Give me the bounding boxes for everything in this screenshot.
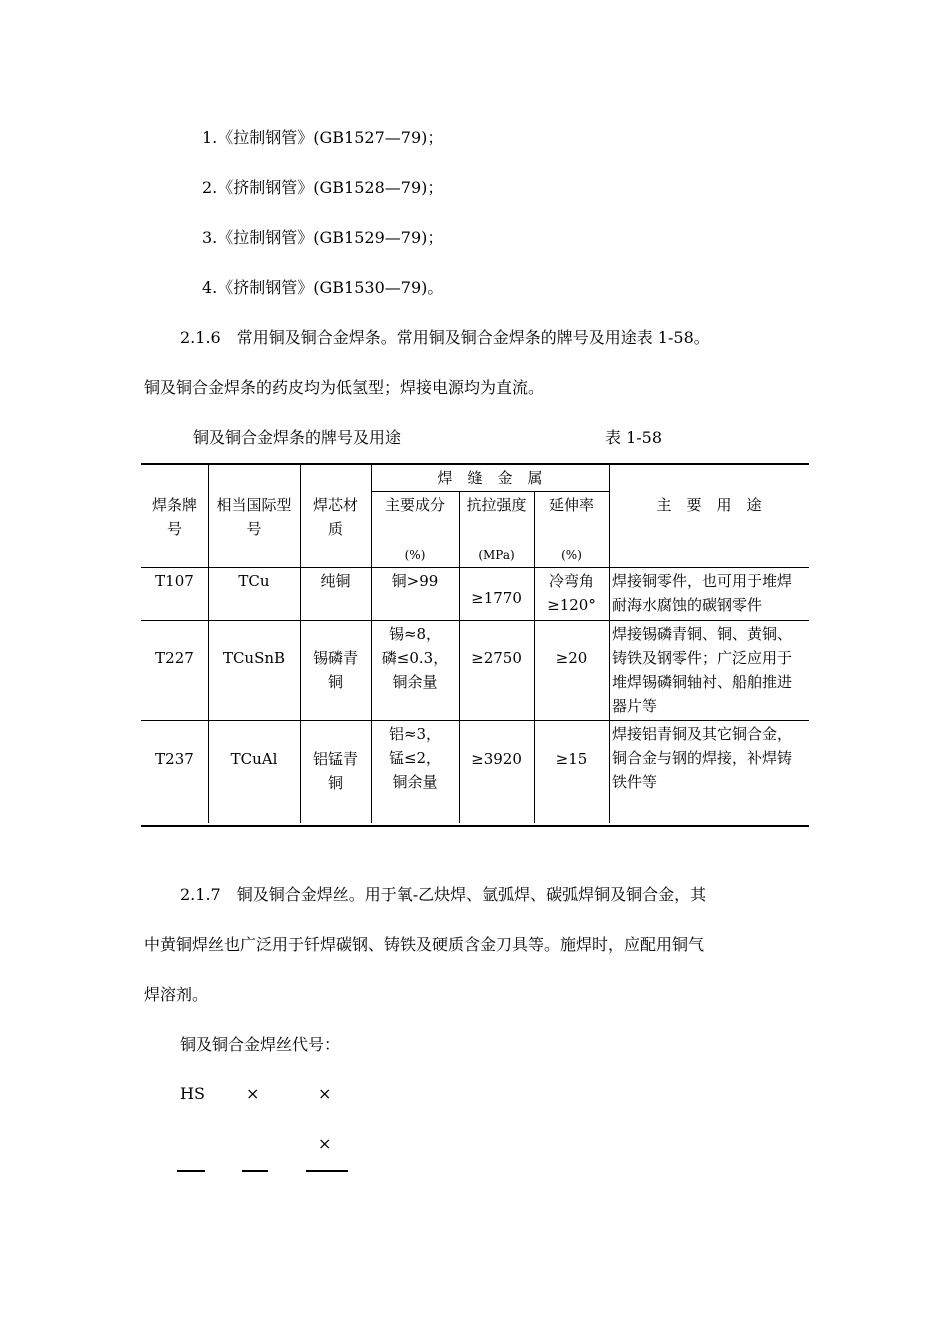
list-item: 2.《挤制钢管》(GB1528—79)； <box>202 178 444 197</box>
header-weld-metal: 焊 缝 金 属 <box>437 469 543 487</box>
header-strength-unit: (MPa) <box>478 548 515 562</box>
code-underline <box>306 1170 348 1172</box>
electrode-table <box>141 463 809 827</box>
cell-strength: ≥1770 <box>471 589 522 607</box>
cell-brand: T107 <box>155 572 194 590</box>
cell-core: 铝锰青 铜 <box>312 750 358 792</box>
cell-elongation: ≥15 <box>555 750 588 768</box>
wire-code-title: 铜及铜合金焊丝代号： <box>180 1035 341 1054</box>
list-item: 1.《拉制钢管》(GB1527—79)； <box>202 128 444 147</box>
header-use: 主 要 用 途 <box>656 496 762 514</box>
header-core: 焊芯材 质 <box>312 496 358 538</box>
cell-elongation: 冷弯角 ≥120° <box>547 572 596 614</box>
header-elongation: 延伸率 <box>548 496 594 514</box>
cell-use: 焊接铜零件，也可用于堆焊 耐海水腐蚀的碳钢零件 <box>612 572 793 614</box>
cell-intl: TCuSnB <box>222 649 286 667</box>
cell-intl: TCuAl <box>230 750 278 768</box>
list-item: 3.《拉制钢管》(GB1529—79)； <box>202 228 444 247</box>
code-hs: HS <box>180 1084 205 1103</box>
section-217-line1: 2.1.7 铜及铜合金焊丝。用于氧-乙炔焊、氩弧焊、碳弧焊铜及铜合金，其 <box>180 885 707 904</box>
cell-core: 锡磷青 铜 <box>312 649 358 691</box>
cell-composition: 锡≈8， 磷≤0.3， 铜余量 <box>381 625 449 691</box>
table-number: 表 1-58 <box>605 428 663 447</box>
section-216-line2: 铜及铜合金焊条的药皮均为低氢型；焊接电源均为直流。 <box>144 378 545 397</box>
cell-use: 焊接铝青铜及其它铜合金， 铜合金与钢的焊接，补焊铸 铁件等 <box>612 725 793 791</box>
cell-composition: 铝≈3， 锰≤2， 铜余量 <box>388 725 442 791</box>
cell-brand: T227 <box>155 649 194 667</box>
header-strength: 抗拉强度 <box>466 496 527 514</box>
cell-strength: ≥3920 <box>471 750 522 768</box>
cell-intl: TCu <box>238 572 270 590</box>
cell-brand: T237 <box>155 750 194 768</box>
header-intl-model: 相当国际型 号 <box>216 496 292 538</box>
cell-use: 焊接锡磷青铜、铜、黄铜、 铸铁及钢零件；广泛应用于 堆焊锡磷铜轴衬、船舶推进 器片等 <box>612 625 793 715</box>
cell-core: 纯铜 <box>320 572 351 590</box>
list-item: 4.《挤制钢管》(GB1530—79)。 <box>202 278 444 297</box>
section-217-line3: 焊溶剂。 <box>144 985 209 1004</box>
code-underline <box>177 1170 205 1172</box>
table-caption: 铜及铜合金焊条的牌号及用途 <box>193 428 402 447</box>
header-elongation-unit: (%) <box>561 548 582 562</box>
code-x1: × <box>246 1084 260 1103</box>
code-underline <box>242 1170 268 1172</box>
section-217-line2: 中黄铜焊丝也广泛用于钎焊碳钢、铸铁及硬质含金刀具等。施焊时，应配用铜气 <box>144 935 705 954</box>
header-composition: 主要成分 <box>384 496 445 514</box>
header-brand: 焊条牌 号 <box>151 496 197 538</box>
code-x2: × <box>318 1084 332 1103</box>
cell-elongation: ≥20 <box>555 649 588 667</box>
header-composition-unit: (%) <box>404 548 426 562</box>
code-x3: × <box>318 1134 332 1153</box>
cell-composition: 铜>99 <box>391 572 439 590</box>
cell-strength: ≥2750 <box>471 649 522 667</box>
section-216-line1: 2.1.6 常用铜及铜合金焊条。常用铜及铜合金焊条的牌号及用途表 1-58。 <box>180 328 710 347</box>
